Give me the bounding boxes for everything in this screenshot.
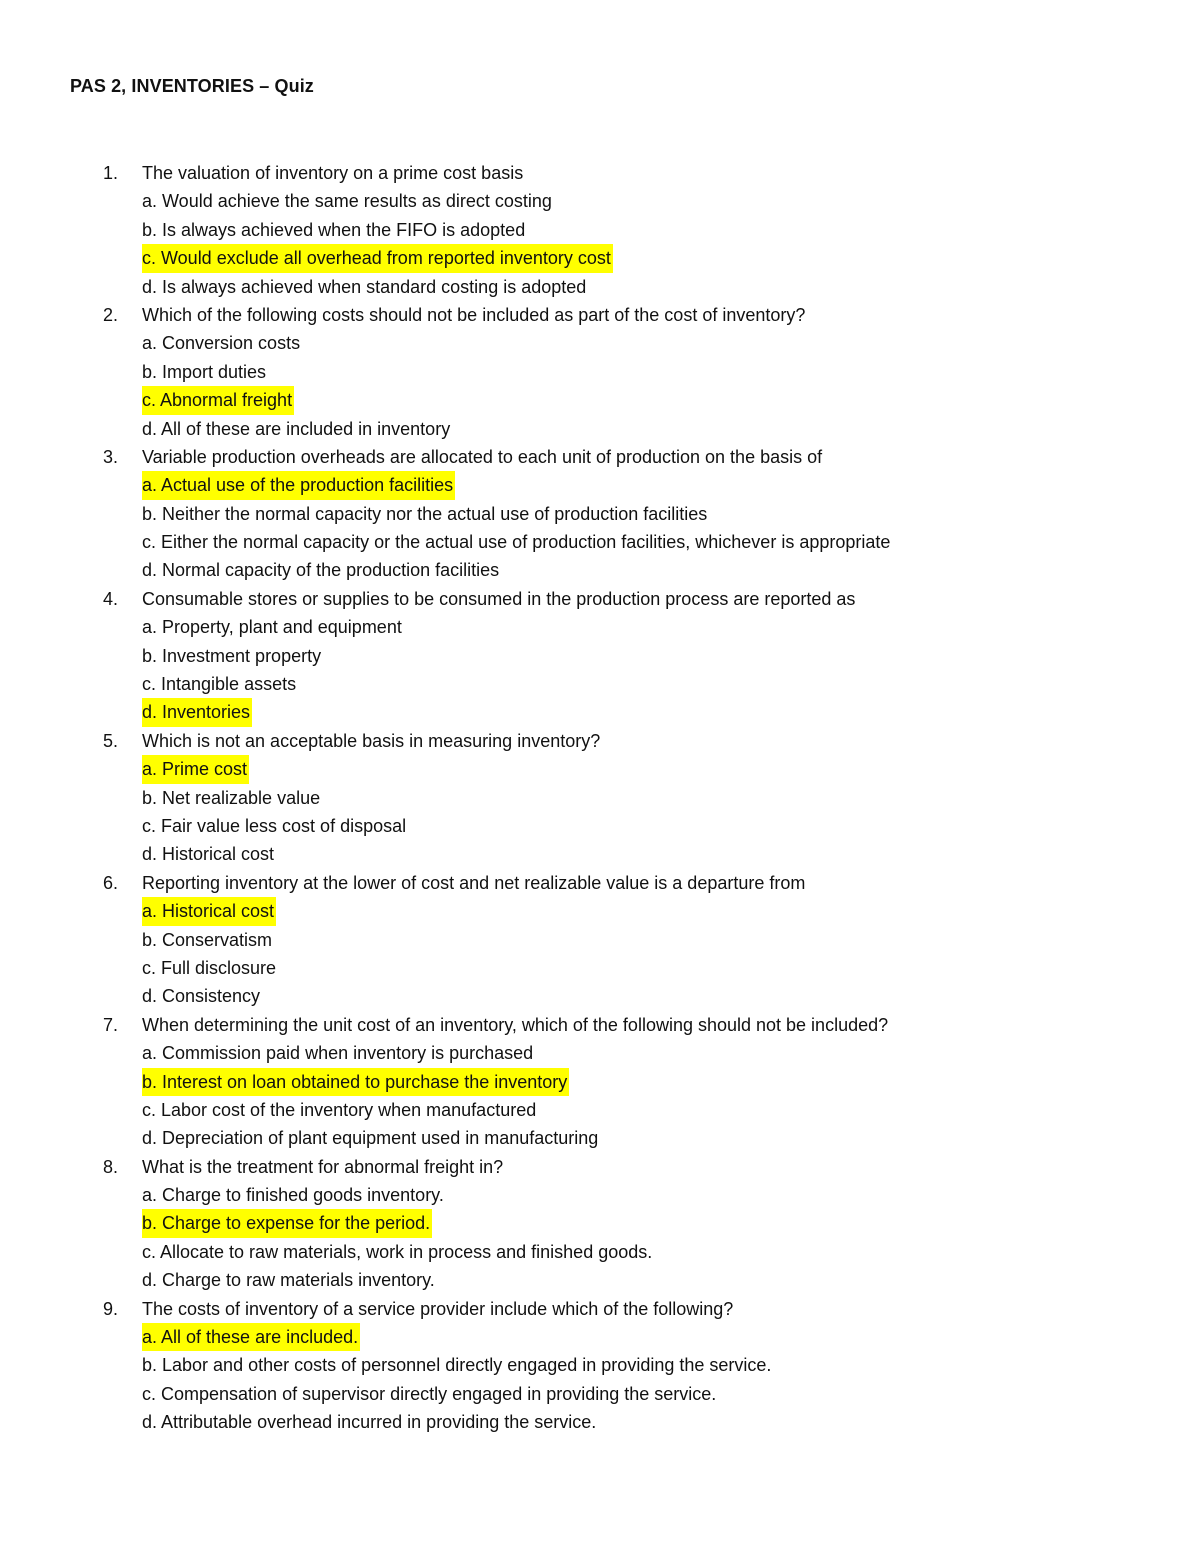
answer-choice-row (0, 329, 1200, 357)
answer-choice-row (0, 982, 1200, 1010)
question-number: 2. (103, 304, 119, 325)
answer-choice-row (0, 1408, 1200, 1436)
question-3 (0, 443, 1200, 585)
answer-choice-row (0, 556, 1200, 584)
answer-choice-row (0, 755, 1200, 783)
answer-choice: b. Labor and other costs of personnel directly engaged in providing the service. (142, 1355, 772, 1376)
question-stem (0, 585, 1200, 613)
answer-choice: d. Attributable overhead incurred in providing the service. (142, 1412, 597, 1433)
answer-choice-row (0, 1068, 1200, 1096)
question-2 (0, 301, 1200, 443)
answer-choice-row (0, 187, 1200, 215)
answer-choice: b. Investment property (142, 645, 322, 666)
answer-choice-row (0, 1266, 1200, 1294)
answer-choice-row (0, 1323, 1200, 1351)
answer-choice-row (0, 698, 1200, 726)
question-text: Reporting inventory at the lower of cost and net realizable value is a departure from (142, 872, 806, 893)
answer-choice: d. Depreciation of plant equipment used in manufacturing (142, 1128, 599, 1149)
answer-choice-row (0, 216, 1200, 244)
page-title: PAS 2, INVENTORIES – Quiz (70, 76, 314, 96)
answer-choice-row (0, 840, 1200, 868)
answer-choice-row (0, 500, 1200, 528)
answer-choice: a. Property, plant and equipment (142, 617, 402, 638)
answer-choice-row (0, 528, 1200, 556)
answer-choice: b. Import duties (142, 361, 267, 382)
answer-choice: c. Fair value less cost of disposal (142, 815, 407, 836)
question-8 (0, 1153, 1200, 1295)
answer-choice: b. Conservatism (142, 929, 273, 950)
answer-choice-row (0, 954, 1200, 982)
answer-choice-row (0, 784, 1200, 812)
answer-choice: c. Full disclosure (142, 957, 277, 978)
answer-choice: a. Charge to finished goods inventory. (142, 1185, 444, 1206)
answer-choice-row (0, 812, 1200, 840)
question-number: 8. (103, 1156, 119, 1177)
answer-choice: c. Allocate to raw materials, work in process and finished goods. (142, 1241, 653, 1262)
question-number: 7. (103, 1014, 119, 1035)
highlighted-correct-answer: d. Inventories (142, 698, 252, 726)
highlighted-correct-answer: b. Interest on loan obtained to purchase the inventory (142, 1068, 569, 1096)
highlighted-correct-answer: a. Actual use of the production facilities (142, 471, 455, 499)
answer-choice: a. Would achieve the same results as direct costing (142, 191, 552, 212)
answer-choice-row (0, 613, 1200, 641)
answer-choice-row (0, 1238, 1200, 1266)
answer-choice-row (0, 642, 1200, 670)
question-stem (0, 869, 1200, 897)
question-number: 1. (103, 163, 119, 183)
highlighted-correct-answer: a. All of these are included. (142, 1323, 360, 1351)
question-7 (0, 1011, 1200, 1153)
question-text: When determining the unit cost of an inventory, which of the following should not be included? (142, 1014, 889, 1035)
answer-choice: d. All of these are included in inventory (142, 418, 451, 439)
question-text: The valuation of inventory on a prime cost basis (142, 163, 524, 183)
answer-choice-row (0, 1124, 1200, 1152)
answer-choice-row (0, 897, 1200, 925)
answer-choice: b. Is always achieved when the FIFO is adopted (142, 219, 526, 240)
question-text: The costs of inventory of a service provider include which of the following? (142, 1298, 734, 1319)
question-text: What is the treatment for abnormal freight in? (142, 1156, 504, 1177)
question-6 (0, 869, 1200, 1011)
question-text: Variable production overheads are allocated to each unit of production on the basis of (142, 446, 823, 467)
question-stem (0, 1011, 1200, 1039)
highlighted-correct-answer: c. Abnormal freight (142, 386, 294, 414)
answer-choice-row (0, 1351, 1200, 1379)
answer-choice-row (0, 670, 1200, 698)
answer-choice: a. Conversion costs (142, 333, 301, 354)
question-stem (0, 1153, 1200, 1181)
highlighted-correct-answer: a. Prime cost (142, 755, 249, 783)
answer-choice-row (0, 1181, 1200, 1209)
answer-choice-row (0, 244, 1200, 272)
question-text: Which of the following costs should not be included as part of the cost of inventory? (142, 304, 806, 325)
answer-choice-row (0, 386, 1200, 414)
answer-choice: b. Neither the normal capacity nor the actual use of production facilities (142, 503, 708, 524)
answer-choice: c. Compensation of supervisor directly engaged in providing the service. (142, 1383, 717, 1404)
highlighted-correct-answer: c. Would exclude all overhead from reported inventory cost (142, 244, 613, 272)
question-text: Consumable stores or supplies to be consumed in the production process are reported as (142, 588, 856, 609)
question-5 (0, 727, 1200, 869)
answer-choice: d. Consistency (142, 986, 261, 1007)
question-4 (0, 585, 1200, 727)
question-text: Which is not an acceptable basis in measuring inventory? (142, 730, 601, 751)
answer-choice: c. Either the normal capacity or the actual use of production facilities, whichever is appropriate (142, 532, 891, 553)
quiz-list (0, 159, 1200, 1437)
answer-choice-row (0, 1209, 1200, 1237)
answer-choice-row (0, 1096, 1200, 1124)
question-stem (0, 1295, 1200, 1323)
answer-choice: b. Net realizable value (142, 787, 321, 808)
question-stem (0, 159, 1200, 187)
question-stem (0, 301, 1200, 329)
question-stem (0, 727, 1200, 755)
question-9 (0, 1295, 1200, 1437)
question-1 (0, 159, 1200, 301)
answer-choice-row (0, 273, 1200, 301)
answer-choice: c. Labor cost of the inventory when manufactured (142, 1099, 537, 1120)
answer-choice-row (0, 471, 1200, 499)
answer-choice: d. Historical cost (142, 844, 275, 865)
question-number: 5. (103, 730, 119, 751)
highlighted-correct-answer: b. Charge to expense for the period. (142, 1209, 432, 1237)
answer-choice: c. Intangible assets (142, 674, 297, 695)
answer-choice-row (0, 926, 1200, 954)
highlighted-correct-answer: a. Historical cost (142, 897, 276, 925)
answer-choice: d. Normal capacity of the production facilities (142, 560, 500, 581)
answer-choice-row (0, 415, 1200, 443)
question-stem (0, 443, 1200, 471)
answer-choice-row (0, 1380, 1200, 1408)
answer-choice: a. Commission paid when inventory is purchased (142, 1043, 534, 1064)
question-number: 6. (103, 872, 119, 893)
question-number: 9. (103, 1298, 119, 1319)
answer-choice-row (0, 358, 1200, 386)
answer-choice-row (0, 1039, 1200, 1067)
answer-choice: d. Is always achieved when standard costing is adopted (142, 276, 587, 297)
answer-choice: d. Charge to raw materials inventory. (142, 1270, 435, 1291)
question-number: 3. (103, 446, 119, 467)
question-number: 4. (103, 588, 119, 609)
